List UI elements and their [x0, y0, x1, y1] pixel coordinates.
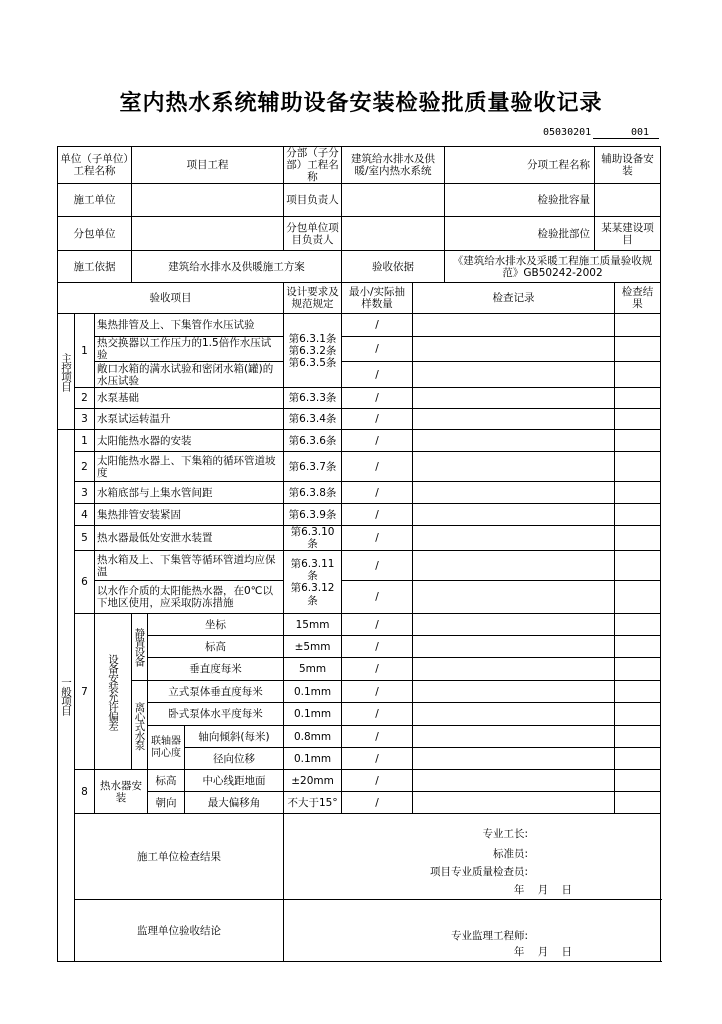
table-row	[58, 504, 661, 526]
record-cell[interactable]	[413, 430, 615, 452]
table-row	[58, 681, 661, 703]
standard-member-label: 标准员:	[493, 848, 529, 861]
item-text: 太阳能热水器的安装	[95, 430, 284, 452]
sample-value: /	[342, 314, 413, 337]
table-row	[58, 726, 661, 748]
item-spec: ±20mm	[284, 770, 342, 792]
table-row	[58, 482, 661, 504]
heater-install-label: 热水器安装	[95, 770, 148, 814]
sample-value: /	[342, 504, 413, 526]
item-spec: 第6.3.4条	[284, 409, 342, 430]
item-number: 5	[75, 526, 95, 551]
result-cell[interactable]	[615, 614, 661, 636]
inspection-table	[57, 146, 661, 962]
sample-value: /	[342, 409, 413, 430]
record-cell[interactable]	[413, 703, 615, 726]
table-row	[58, 526, 661, 551]
record-cell[interactable]	[413, 526, 615, 551]
result-cell[interactable]	[615, 636, 661, 658]
acceptance-basis-label: 验收依据	[342, 251, 445, 283]
centrifugal-pump-label: 离心式水泵	[132, 681, 148, 770]
result-cell[interactable]	[615, 362, 661, 388]
col-item: 验收项目	[58, 283, 284, 314]
date-label: 年 月 日	[513, 884, 573, 897]
construction-unit-label: 施工单位	[58, 184, 132, 217]
record-cell[interactable]	[413, 337, 615, 362]
result-cell[interactable]	[615, 388, 661, 409]
subcontractor-value[interactable]	[132, 217, 284, 251]
batch-location-label: 检验批部位	[445, 217, 595, 251]
supervision-label: 监理单位验收结论	[75, 900, 284, 962]
construction-unit-value[interactable]	[132, 184, 284, 217]
sample-value: /	[342, 726, 413, 748]
header-row	[58, 217, 661, 251]
item-text: 热水器最低处安泄水装置	[95, 526, 284, 551]
col-result: 检查结果	[615, 283, 661, 314]
sample-value: /	[342, 551, 413, 581]
header-row	[58, 184, 661, 217]
result-cell[interactable]	[615, 482, 661, 504]
record-cell[interactable]	[413, 748, 615, 770]
sample-value: /	[342, 636, 413, 658]
item-text: 以水作介质的太阳能热水器，在0℃以下地区使用，应采取防冻措施	[95, 581, 284, 614]
result-cell[interactable]	[615, 792, 661, 814]
result-cell[interactable]	[615, 726, 661, 748]
division-label: 分部（子分部）工程名称	[284, 147, 342, 184]
record-cell[interactable]	[413, 726, 615, 748]
item-text: 朝向	[148, 792, 185, 814]
project-manager-value[interactable]	[342, 184, 445, 217]
record-cell[interactable]	[413, 792, 615, 814]
sample-value: /	[342, 703, 413, 726]
record-cell[interactable]	[413, 581, 615, 614]
engineer-label: 专业监理工程师:	[451, 930, 529, 943]
item-number: 1	[75, 314, 95, 388]
table-row	[58, 792, 661, 814]
table-row	[58, 581, 661, 614]
item-number: 3	[75, 409, 95, 430]
project-manager-label: 项目负责人	[284, 184, 342, 217]
unit-value: 项目工程	[132, 147, 284, 184]
page-title: 室内热水系统辅助设备安装检验批质量验收记录	[119, 91, 603, 116]
result-cell[interactable]	[615, 504, 661, 526]
item-spec: 第6.3.11条 第6.3.12条	[284, 551, 342, 614]
result-cell[interactable]	[615, 452, 661, 482]
record-cell[interactable]	[413, 482, 615, 504]
item-number: 1	[75, 430, 95, 452]
item-text: 太阳能热水器上、下集箱的循环管道坡度	[95, 452, 284, 482]
sub-manager-label: 分包单位项目负责人	[284, 217, 342, 251]
item-text: 敞口水箱的满水试验和密闭水箱(罐)的水压试验	[95, 362, 284, 388]
record-cell[interactable]	[413, 636, 615, 658]
item-number: 7	[75, 614, 95, 770]
subcontractor-label: 分包单位	[58, 217, 132, 251]
table-row	[58, 409, 661, 430]
item-text: 水泵基础	[95, 388, 284, 409]
division-value: 建筑给水排水及供暖/室内热水系统	[342, 147, 445, 184]
code-number: 05030201	[543, 127, 592, 138]
item-spec: 0.1mm	[284, 681, 342, 703]
item-spec: 第6.3.7条	[284, 452, 342, 482]
basis-label: 施工依据	[58, 251, 132, 283]
table-row	[58, 362, 661, 388]
subitem-label: 分项工程名称	[445, 147, 595, 184]
coupling-label: 联轴器同心度	[148, 726, 185, 770]
sample-value: /	[342, 362, 413, 388]
result-cell[interactable]	[615, 409, 661, 430]
sample-value: /	[342, 614, 413, 636]
item-text: 卧式泵体水平度每米	[148, 703, 284, 726]
sample-value: /	[342, 526, 413, 551]
subitem-value: 辅助设备安装	[595, 147, 661, 184]
result-cell[interactable]	[615, 681, 661, 703]
header-row	[58, 251, 661, 283]
sample-value: /	[342, 482, 413, 504]
item-spec: 第6.3.10条	[284, 526, 342, 551]
sample-value: /	[342, 770, 413, 792]
sample-value: /	[342, 337, 413, 362]
result-cell[interactable]	[615, 770, 661, 792]
item-text: 集热排管及上、下集管作水压试验	[95, 314, 284, 337]
sample-value: /	[342, 388, 413, 409]
record-cell[interactable]	[413, 770, 615, 792]
item-text: 坐标	[148, 614, 284, 636]
quality-inspector-label: 项目专业质量检查员:	[430, 866, 529, 879]
basis-value: 建筑给水排水及供暖施工方案	[132, 251, 342, 283]
table-row	[58, 314, 661, 337]
foreman-label: 专业工长:	[482, 828, 529, 841]
item-number: 4	[75, 504, 95, 526]
record-cell[interactable]	[413, 388, 615, 409]
item-number: 2	[75, 388, 95, 409]
result-cell[interactable]	[615, 526, 661, 551]
sub-manager-value[interactable]	[342, 217, 445, 251]
item-number: 2	[75, 452, 95, 482]
construction-result-label: 施工单位检查结果	[75, 814, 284, 900]
static-equipment-label: 静置设备	[132, 614, 148, 681]
general-section-label: 一般项目	[58, 430, 75, 962]
sample-value: /	[342, 581, 413, 614]
item-text: 径向位移	[185, 748, 284, 770]
supervision-row	[58, 900, 661, 962]
sample-value: /	[342, 792, 413, 814]
result-cell[interactable]	[615, 703, 661, 726]
result-cell[interactable]	[615, 748, 661, 770]
sample-value: /	[342, 658, 413, 681]
result-cell[interactable]	[615, 337, 661, 362]
table-row	[58, 430, 661, 452]
item-text: 标高	[148, 770, 185, 792]
result-cell[interactable]	[615, 314, 661, 337]
item-number: 8	[75, 770, 95, 814]
table-row	[58, 551, 661, 581]
item-spec: 15mm	[284, 614, 342, 636]
acceptance-basis-value: 《建筑给水排水及采暖工程施工质量验收规范》GB50242-2002	[445, 251, 661, 283]
item-text: 轴向倾斜(每米)	[185, 726, 284, 748]
item-text: 热交换器以工作压力的1.5倍作水压试验	[95, 337, 284, 362]
supervision-cell[interactable]	[284, 900, 661, 962]
table-row	[58, 636, 661, 658]
code-seq: 001	[593, 127, 659, 139]
date-label: 年 月 日	[513, 946, 573, 959]
batch-location-value: 某某建设项目	[595, 217, 661, 251]
col-record: 检查记录	[413, 283, 615, 314]
item-spec: 第6.3.8条	[284, 482, 342, 504]
construction-result-row	[58, 814, 661, 900]
column-header-row	[58, 283, 661, 314]
item-spec: 0.1mm	[284, 703, 342, 726]
col-design: 设计要求及规范规定	[284, 283, 342, 314]
sample-value: /	[342, 681, 413, 703]
header-row	[58, 147, 661, 184]
item-spec: 不大于15°	[284, 792, 342, 814]
main-section-label: 主控项目	[58, 314, 75, 430]
table-row	[58, 770, 661, 792]
item-text: 标高	[148, 636, 284, 658]
result-cell[interactable]	[615, 430, 661, 452]
item-text: 垂直度每米	[148, 658, 284, 681]
item-spec: 第6.3.3条	[284, 388, 342, 409]
result-cell[interactable]	[615, 658, 661, 681]
record-cell[interactable]	[413, 551, 615, 581]
sample-value: /	[342, 748, 413, 770]
item-text: 水箱底部与上集水管间距	[95, 482, 284, 504]
item-text: 水泵试运转温升	[95, 409, 284, 430]
table-row	[58, 703, 661, 726]
item-spec: 第6.3.1条 第6.3.2条 第6.3.5条	[284, 314, 342, 388]
table-row	[58, 337, 661, 362]
table-row	[58, 614, 661, 636]
record-cell[interactable]	[413, 409, 615, 430]
item-number: 6	[75, 551, 95, 614]
item-spec: ±5mm	[284, 636, 342, 658]
item-spec: 第6.3.6条	[284, 430, 342, 452]
construction-result-cell[interactable]	[284, 814, 661, 900]
unit-label: 单位（子单位）工程名称	[58, 147, 132, 184]
record-cell[interactable]	[413, 658, 615, 681]
col-sample: 最小/实际抽样数量	[342, 283, 413, 314]
item-text: 立式泵体垂直度每米	[148, 681, 284, 703]
record-cell[interactable]	[413, 614, 615, 636]
record-cell[interactable]	[413, 452, 615, 482]
item-text: 最大偏移角	[185, 792, 284, 814]
table-row	[58, 388, 661, 409]
result-cell[interactable]	[615, 581, 661, 614]
record-cell[interactable]	[413, 362, 615, 388]
sample-value: /	[342, 430, 413, 452]
result-cell[interactable]	[615, 551, 661, 581]
tolerance-label: 设备安装允许偏差	[95, 614, 132, 770]
item-spec: 0.8mm	[284, 726, 342, 748]
sample-value: /	[342, 452, 413, 482]
record-cell[interactable]	[413, 681, 615, 703]
item-text: 集热排管安装紧固	[95, 504, 284, 526]
item-text: 热水箱及上、下集管等循环管道均应保温	[95, 551, 284, 581]
item-spec: 第6.3.9条	[284, 504, 342, 526]
item-spec: 5mm	[284, 658, 342, 681]
batch-capacity-label: 检验批容量	[445, 184, 595, 217]
item-spec: 0.1mm	[284, 748, 342, 770]
batch-capacity-value[interactable]	[595, 184, 661, 217]
record-cell[interactable]	[413, 504, 615, 526]
record-cell[interactable]	[413, 314, 615, 337]
table-row	[58, 452, 661, 482]
table-row	[58, 658, 661, 681]
item-text: 中心线距地面	[185, 770, 284, 792]
item-number: 3	[75, 482, 95, 504]
